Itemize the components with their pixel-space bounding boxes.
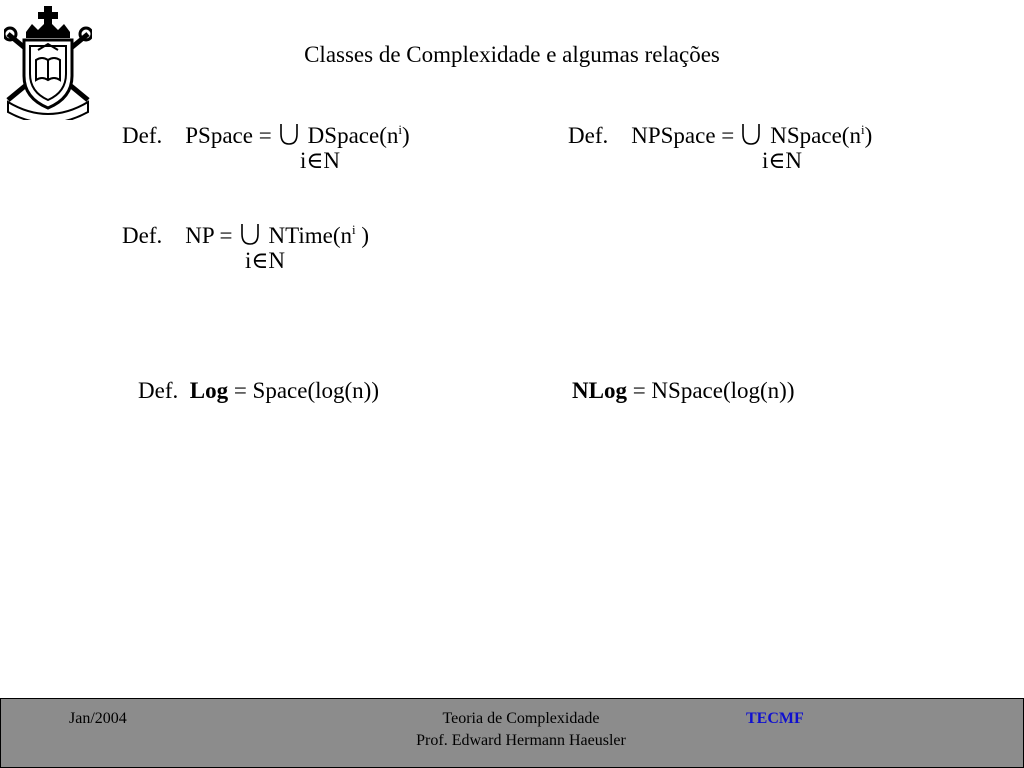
def-prefix: Def. <box>568 123 609 148</box>
def-name: NLog <box>572 378 627 403</box>
def-nlog <box>572 378 794 404</box>
def-close: ) <box>355 223 370 248</box>
footer-course: Teoria de Complexidade <box>442 710 600 727</box>
def-lhs: PSpace = <box>185 123 272 148</box>
def-prefix: Def. <box>122 223 163 248</box>
def-close: ) <box>864 123 873 148</box>
def-superscript: i <box>352 222 356 237</box>
def-name: Log <box>189 378 229 403</box>
def-lhs: NPSpace = <box>631 123 735 148</box>
union-icon <box>740 122 762 146</box>
def-rhs: = NSpace(log(n)) <box>632 378 795 403</box>
def-prefix: Def. <box>138 378 179 403</box>
union-icon <box>278 122 300 146</box>
def-log <box>138 378 379 404</box>
footer-author: Prof. Edward Hermann Haeusler <box>416 732 626 749</box>
def-prefix: Def. <box>122 123 163 148</box>
footer-date: Jan/2004 <box>69 710 127 727</box>
def-rhs: = Space(log(n)) <box>233 378 379 403</box>
slide-title: Classes de Complexidade e algumas relações <box>304 42 720 67</box>
def-close: ) <box>401 123 410 148</box>
def-rhs: DSpace(n <box>307 123 399 148</box>
footer-dept: TECMF <box>746 710 804 727</box>
def-pspace <box>122 122 410 149</box>
def-pspace-index: i∈N <box>300 148 341 173</box>
def-rhs: NTime(n <box>268 223 353 248</box>
def-np-index: i∈N <box>245 248 286 273</box>
def-np <box>122 222 369 249</box>
def-superscript: i <box>398 122 402 137</box>
slide-footer <box>0 698 1024 768</box>
def-rhs: NSpace(n <box>770 123 861 148</box>
def-lhs: NP = <box>185 223 233 248</box>
union-icon <box>239 222 261 246</box>
def-npspace <box>568 122 872 149</box>
def-superscript: i <box>860 122 865 137</box>
def-npspace-index: i∈N <box>762 148 803 173</box>
